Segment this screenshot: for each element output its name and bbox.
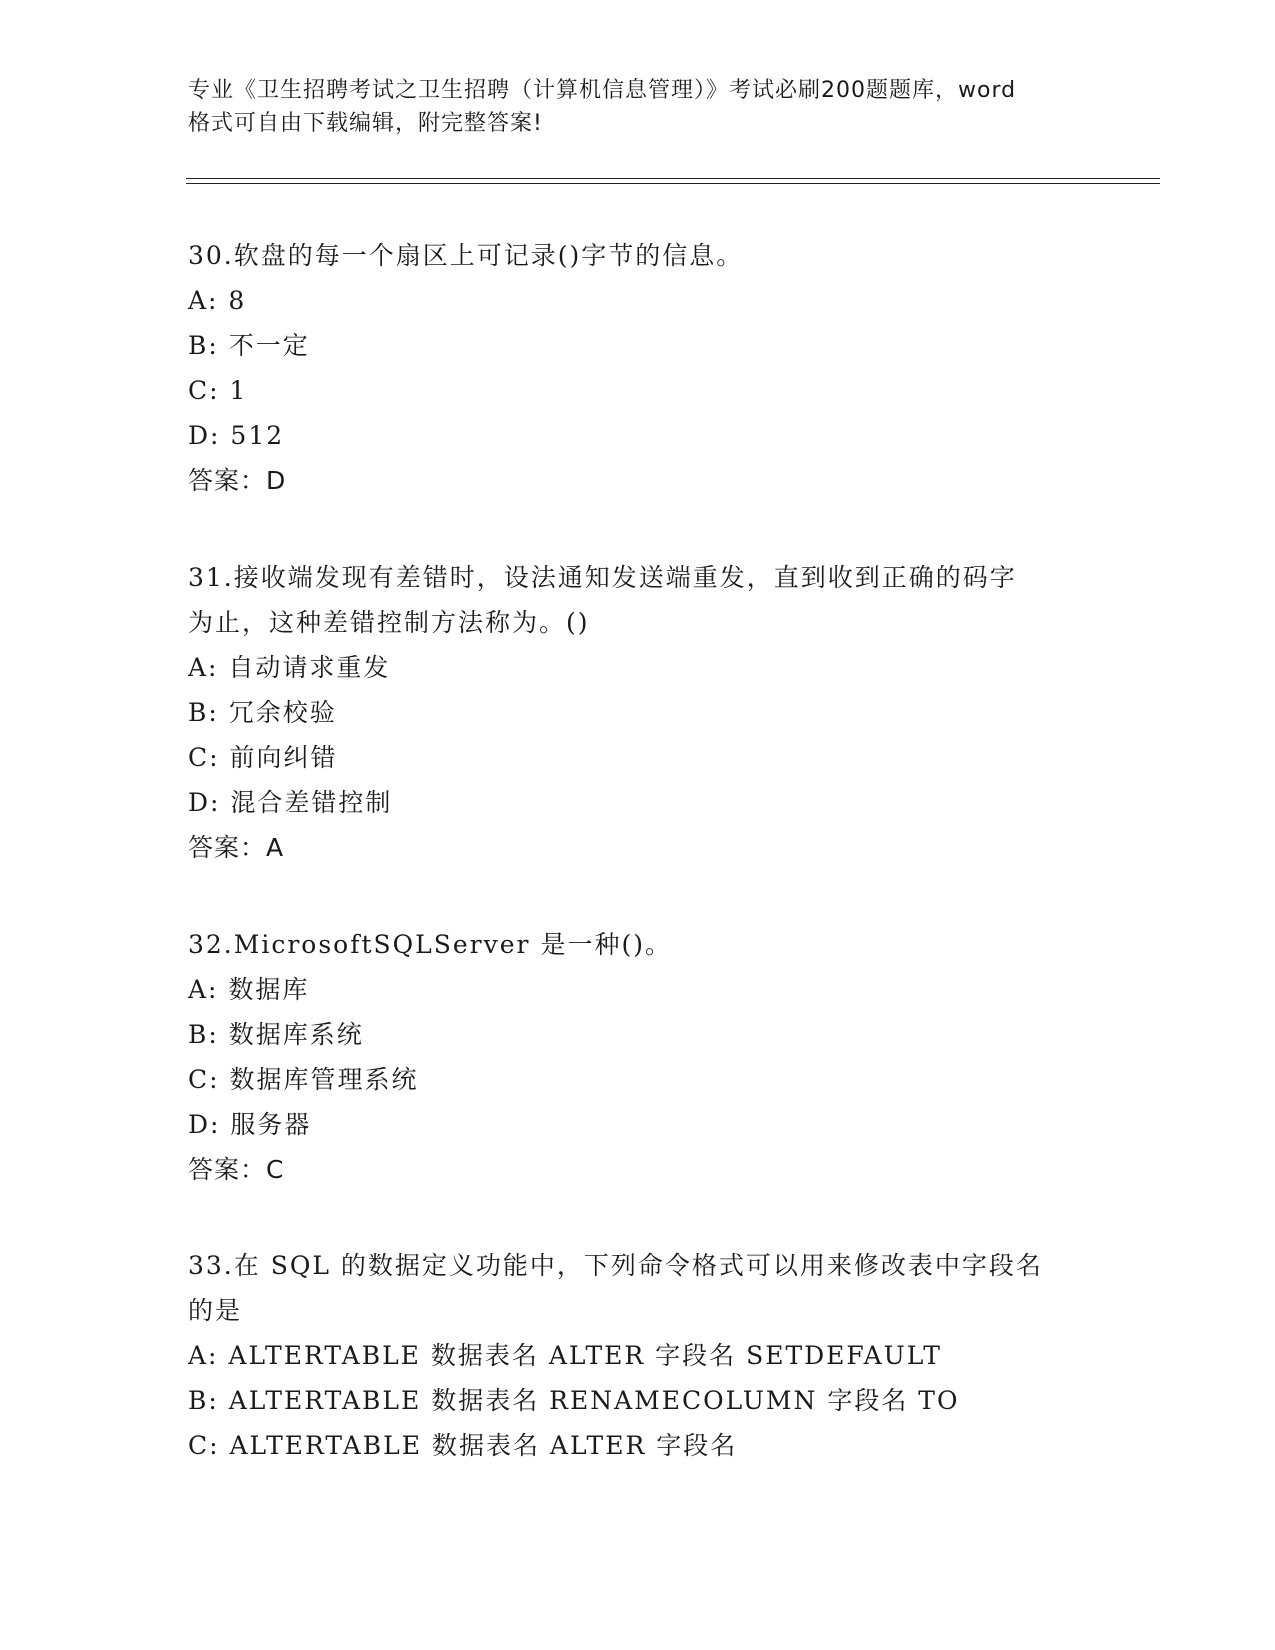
option-b: B: 不一定: [188, 331, 310, 360]
question-stem-line-1: 33.在 SQL 的数据定义功能中，下列命令格式可以用来修改表中字段名: [188, 1251, 1043, 1280]
option-b: B: 数据库系统: [188, 1020, 364, 1049]
question-stem-line-1: 31.接收端发现有差错时，设法通知发送端重发，直到收到正确的码字: [188, 563, 1017, 592]
header-line-1: 专业《卫生招聘考试之卫生招聘（计算机信息管理）》考试必刷200题题库，word: [188, 78, 1017, 103]
option-b: B: ALTERTABLE 数据表名 RENAMECOLUMN 字段名 TO: [188, 1386, 960, 1415]
option-c: C: 1: [188, 376, 248, 405]
header-line-2: 格式可自由下载编辑，附完整答案!: [188, 111, 543, 136]
option-a: A: 8: [188, 286, 247, 315]
question-33: [188, 1243, 1088, 1468]
option-d: D: 512: [188, 421, 285, 450]
question-stem-line-2: 为止，这种差错控制方法称为。(): [188, 608, 590, 637]
answer: 答案：A: [188, 833, 285, 862]
option-c: C: 数据库管理系统: [188, 1065, 419, 1094]
header-divider-top: [186, 178, 1160, 179]
answer: 答案：C: [188, 1155, 285, 1184]
option-c: C: ALTERTABLE 数据表名 ALTER 字段名: [188, 1431, 738, 1460]
option-d: D: 服务器: [188, 1110, 312, 1139]
question-stem: 32.MicrosoftSQLServer 是一种()。: [188, 930, 672, 959]
question-30: [188, 233, 1088, 503]
document-header: [188, 74, 1088, 140]
answer: 答案：D: [188, 466, 287, 495]
option-d: D: 混合差错控制: [188, 788, 393, 817]
option-b: B: 冗余校验: [188, 698, 337, 727]
option-a: A: 数据库: [188, 975, 310, 1004]
header-divider-bottom: [186, 183, 1160, 184]
option-a: A: ALTERTABLE 数据表名 ALTER 字段名 SETDEFAULT: [188, 1341, 942, 1370]
question-stem-line-2: 的是: [188, 1296, 243, 1325]
question-31: [188, 555, 1088, 870]
question-stem: 30.软盘的每一个扇区上可记录()字节的信息。: [188, 241, 744, 270]
option-a: A: 自动请求重发: [188, 653, 391, 682]
option-c: C: 前向纠错: [188, 743, 338, 772]
question-32: [188, 922, 1088, 1192]
